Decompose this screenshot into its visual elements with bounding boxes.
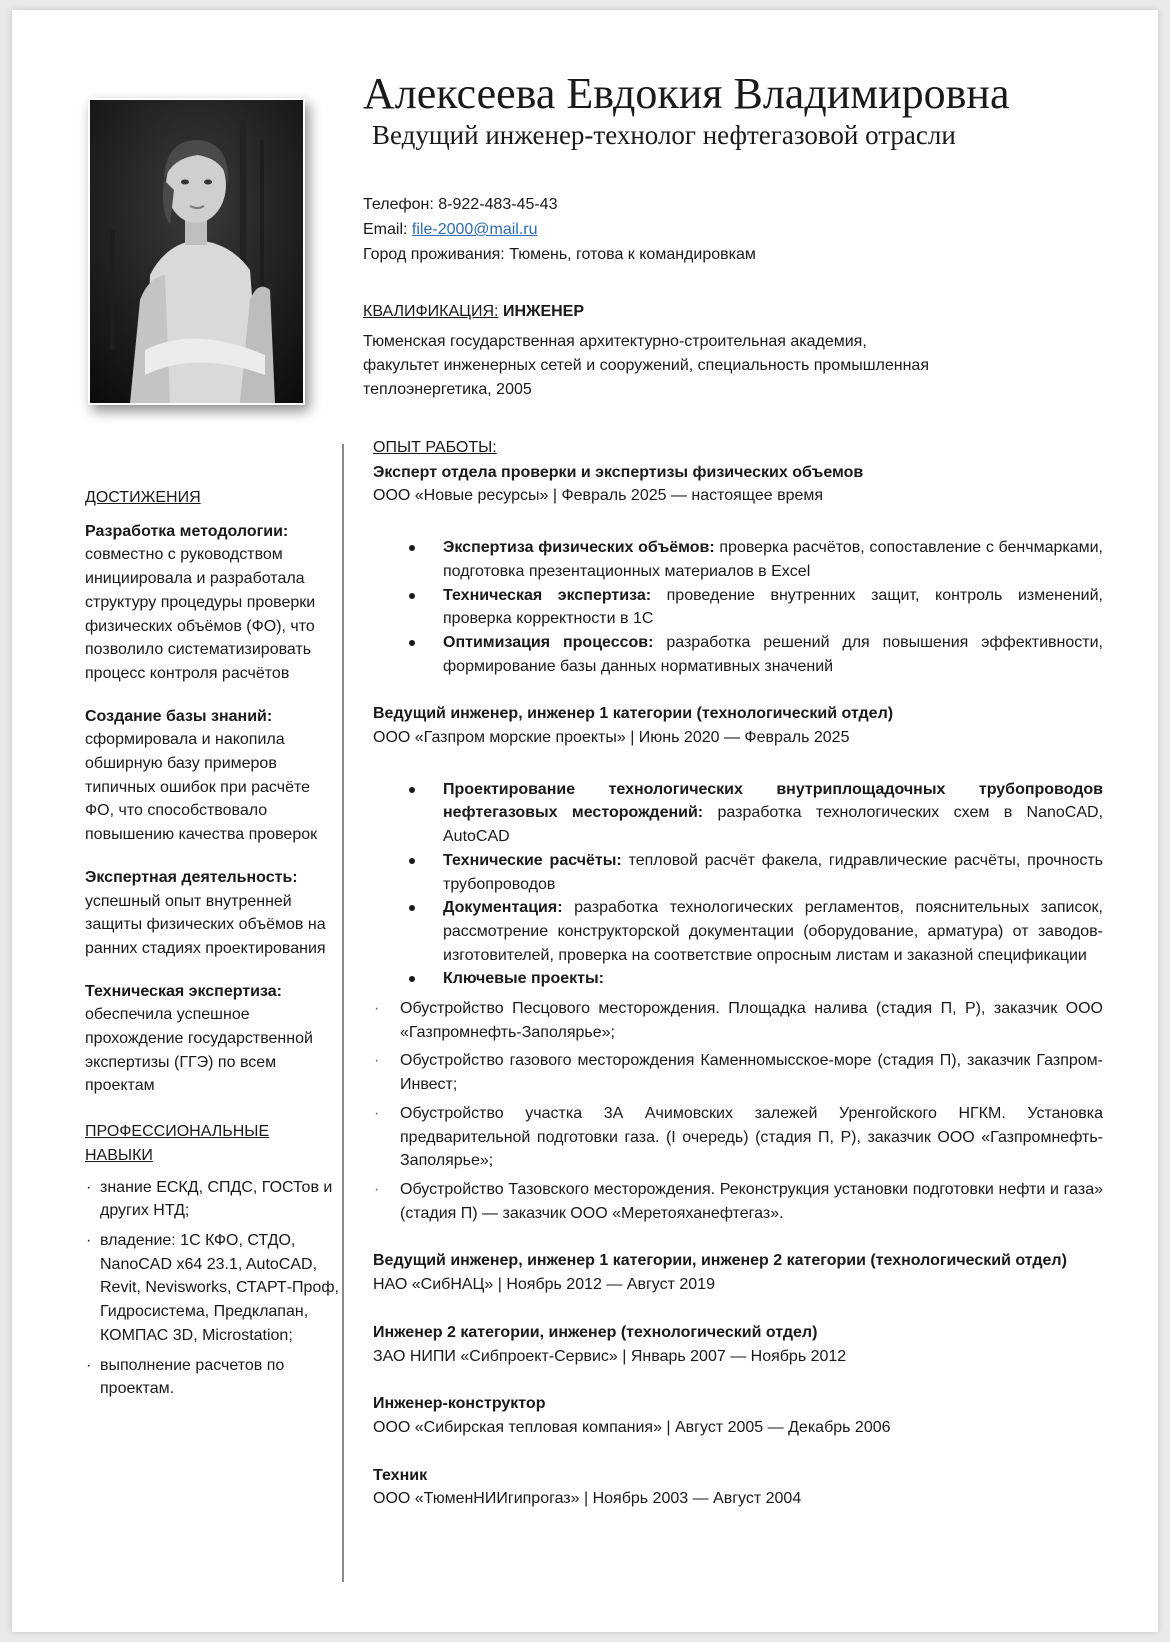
qualification-value: ИНЖЕНЕР	[502, 303, 585, 320]
job-company: ООО «Сибирская тепловая компания» | Август 2005 — Декабрь 2006	[373, 1418, 891, 1436]
job-company: ООО «Новые ресурсы» | Февраль 2025 — настоящее время	[373, 487, 824, 505]
achievement-title: Разработка методологии:	[85, 522, 289, 540]
job-company: ЗАО НИПИ «Сибпроект-Сервис» | Январь 2007 — Ноябрь 2012	[373, 1347, 847, 1365]
education-line: факультет инженерных сетей и сооружений, специальность промышленная	[363, 357, 929, 374]
column-divider	[342, 444, 344, 1582]
duty-text: проверка расчётов, сопоставление с бенчмарками, подготовка презентационных материалов в Excel	[443, 539, 1104, 580]
experience-heading: ОПЫТ РАБОТЫ:	[373, 439, 497, 456]
duty-text: разработка технологических схем в NanoCAD, AutoCAD	[443, 804, 1104, 846]
duty-item	[443, 584, 1103, 631]
project-item: · Обустройство Тазовского месторождения. Реконструкция установки подготовки нефти и газа» (стадия П) — заказчик ООО «Меретояханефтегаз».	[400, 1178, 1103, 1225]
duty-item	[443, 536, 1103, 583]
duty-text: разработка решений для повышения эффективности, формирование базы данных нормативных значений	[443, 633, 1103, 675]
duties-list	[373, 778, 1103, 991]
job-entry	[373, 1321, 1103, 1368]
education-line: теплоэнергетика, 2005	[363, 381, 532, 398]
duty-title: Ключевые проекты:	[443, 970, 604, 988]
achievement-text: успешный опыт внутренней защиты физических объёмов на ранних стадиях проектирования	[85, 892, 326, 957]
job-company: ООО «ТюменНИИгипрогаз» | Ноябрь 2003 — Август 2004	[373, 1490, 802, 1508]
skills-list	[85, 1176, 340, 1401]
achievement-text: обеспечила успешное прохождение государственной экспертизы (ГГЭ) по всем проектам	[85, 1006, 313, 1095]
skill-item: · владение: 1С КФО, СТДО, NanoCAD x64 23.1, AutoCAD, Revit, Nevisworks, СТАРТ-Проф, Гидросистема, Предклапан, КОМПАС 3D, Microstation;	[85, 1229, 340, 1348]
job-title: Эксперт отдела проверки и экспертизы физических объемов	[373, 463, 864, 481]
qualification-label: КВАЛИФИКАЦИЯ:	[363, 303, 499, 320]
job-title: Техник	[373, 1466, 428, 1484]
achievement-title: Экспертная деятельность:	[85, 868, 298, 886]
skill-item: · выполнение расчетов по проектам.	[85, 1354, 340, 1401]
duty-title: Документация:	[443, 899, 563, 917]
job-entry	[373, 1392, 1103, 1439]
achievement-text: совместно с руководством инициировала и разработала структуру процедуры проверки физических объёмов (ФО), что позволило систематизировать процесс контроля расчётов	[85, 546, 316, 682]
email-label: Email:	[363, 221, 408, 238]
job-company: НАО «СибНАЦ» | Ноябрь 2012 — Август 2019	[373, 1276, 715, 1294]
education-line: Тюменская государственная архитектурно-строительная академия,	[363, 333, 867, 350]
duty-item	[443, 778, 1103, 849]
skills-heading: ПРОФЕССИОНАЛЬНЫЕ НАВЫКИ	[85, 1123, 270, 1164]
achievement-title: Создание базы знаний:	[85, 707, 273, 725]
city-value: Тюмень, готова к командировкам	[509, 246, 756, 263]
experience-column	[373, 436, 1103, 1535]
duty-text: разработка технологических регламентов, пояснительных записок, рассмотрение конструкторской документации (оборудование, арматура) от заводов-изготовителей, проверка на соответствие опросным листам и заказной спецификации	[443, 899, 1103, 964]
duty-text: тепловой расчёт факела, гидравлические расчёты, прочность трубопроводов	[443, 851, 1104, 893]
achievement-item	[85, 520, 340, 686]
job-title: Инженер 2 категории, инженер (технологический отдел)	[373, 1323, 818, 1341]
job-entry	[373, 1464, 1103, 1511]
city-line	[363, 242, 756, 267]
phone-label: Телефон:	[363, 196, 434, 213]
job-title: Инженер-конструктор	[373, 1395, 546, 1413]
duty-title: Оптимизация процессов:	[443, 633, 654, 651]
duty-title: Экспертиза физических объёмов:	[443, 539, 715, 557]
project-item: · Обустройство участка 3А Ачимовских залежей Уренгойского НГКМ. Установка предварительной подготовки газа. (I очередь) (стадия П, Р), заказчик ООО «Газпромнефть-Заполярье»;	[400, 1102, 1103, 1173]
qualification-heading	[363, 300, 1063, 324]
job-entry	[373, 461, 1103, 679]
achievement-item	[85, 866, 340, 961]
job-entry	[373, 702, 1103, 1225]
achievement-title: Техническая экспертиза:	[85, 982, 282, 1000]
project-item: · Обустройство газового месторождения Каменномысское-море (стадия П), заказчик Газпром-Инвест;	[400, 1049, 1103, 1096]
skill-item: · знание ЕСКД, СПДС, ГОСТов и других НТД;	[85, 1176, 340, 1223]
job-company: ООО «Газпром морские проекты» | Июнь 2020 — Февраль 2025	[373, 729, 850, 747]
phone-line	[363, 192, 756, 217]
duty-title: Технические расчёты:	[443, 851, 622, 869]
achievement-text: сформировала и накопила обширную базу примеров типичных ошибок при расчёте ФО, что способствовало повышению качества проверок	[85, 731, 318, 844]
duty-item	[443, 896, 1103, 967]
duty-item	[443, 631, 1103, 678]
duty-item	[443, 849, 1103, 896]
duty-item	[443, 967, 1103, 991]
qualification-block	[363, 300, 1063, 402]
projects-list	[373, 997, 1103, 1225]
phone-value: 8-922-483-45-43	[438, 196, 558, 213]
duty-title: Проектирование технологических внутриплощадочных трубопроводов нефтегазовых месторождений:	[443, 780, 1103, 822]
left-column	[85, 486, 340, 1407]
achievements-heading: ДОСТИЖЕНИЯ	[85, 489, 201, 506]
achievement-item	[85, 980, 340, 1099]
candidate-role: Ведущий инженер-технолог нефтегазовой отрасли	[372, 120, 956, 150]
job-title: Ведущий инженер, инженер 1 категории (технологический отдел)	[373, 705, 894, 723]
city-label: Город проживания:	[363, 246, 505, 263]
candidate-name: Алексеева Евдокия Владимировна	[363, 69, 1010, 118]
email-link[interactable]: file-2000@mail.ru	[411, 221, 538, 238]
achievement-item	[85, 705, 340, 847]
email-line	[363, 217, 756, 242]
duties-list	[373, 536, 1103, 678]
job-entry	[373, 1249, 1103, 1296]
job-title: Ведущий инженер, инженер 1 категории, инженер 2 категории (технологический отдел)	[373, 1252, 1067, 1270]
duty-title: Техническая экспертиза:	[443, 586, 652, 604]
project-item: · Обустройство Песцового месторождения. Площадка налива (стадия П, Р), заказчик ООО «Газпромнефть-Заполярье»;	[400, 997, 1103, 1044]
duty-text: проведение внутренних защит, контроль изменений, проверка корректности в 1С	[443, 586, 1104, 628]
contacts-block	[363, 192, 756, 267]
profile-photo	[88, 98, 305, 405]
